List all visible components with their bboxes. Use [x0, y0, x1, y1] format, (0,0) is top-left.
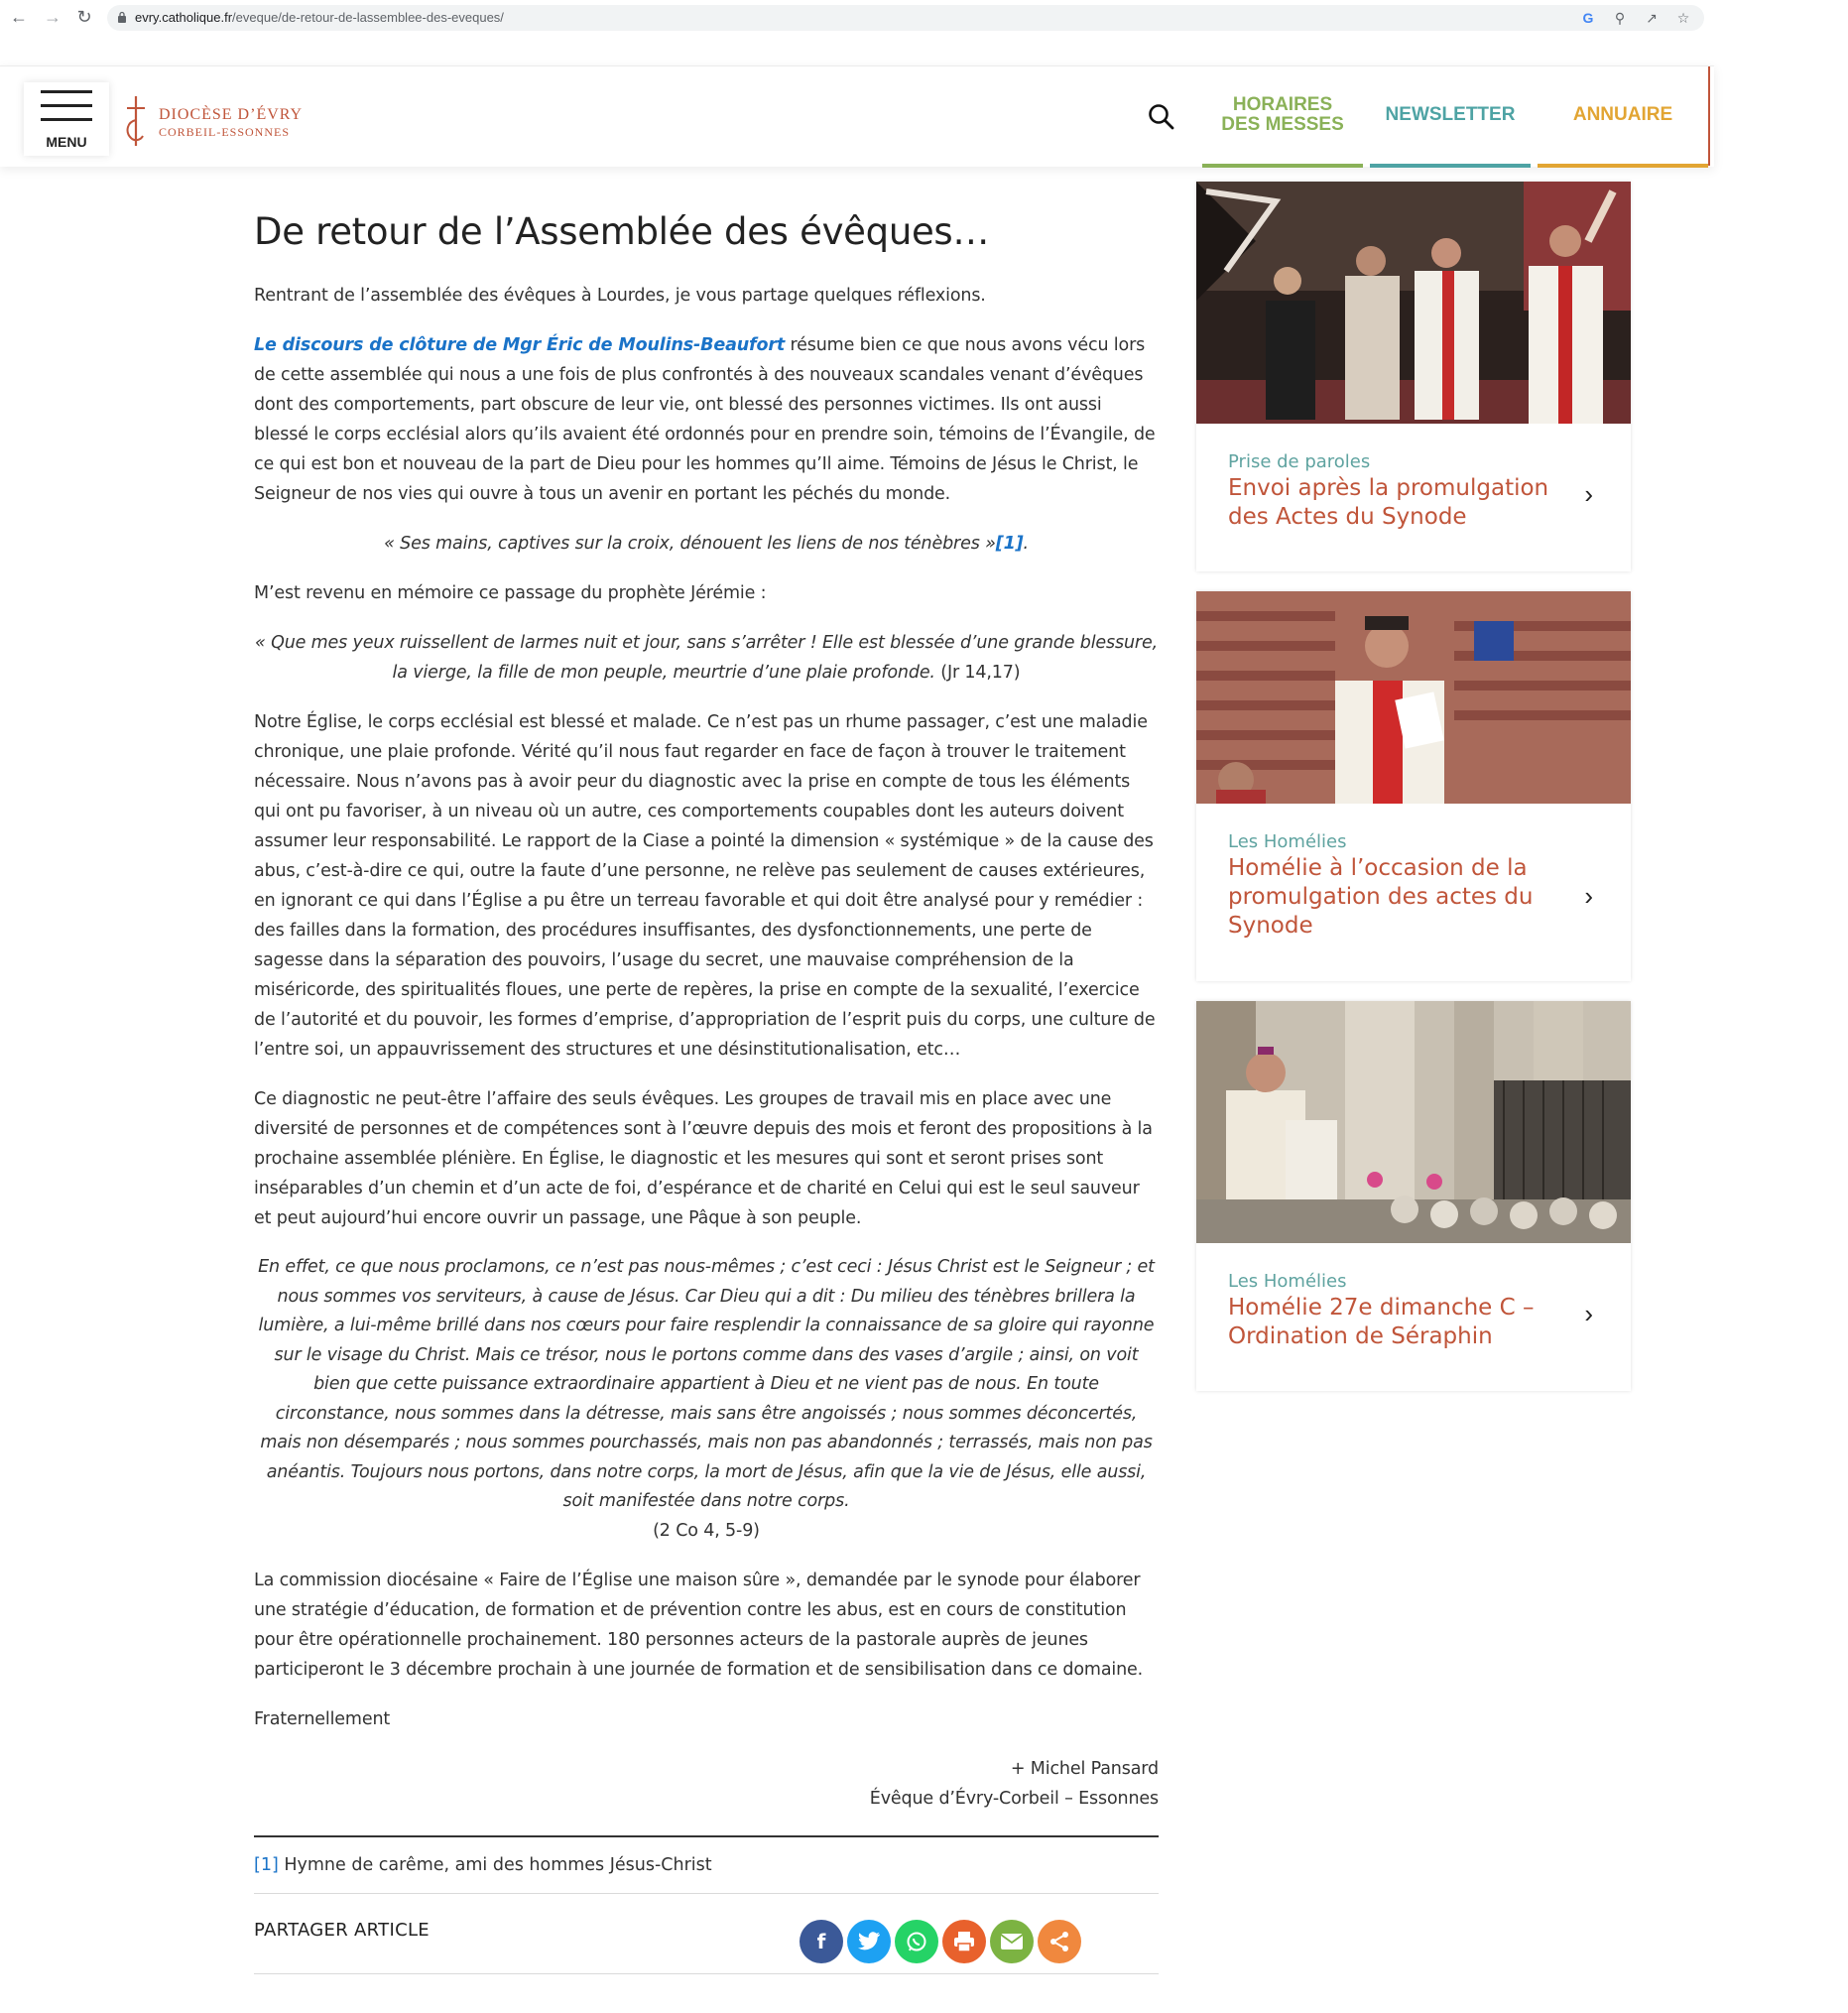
- chevron-right-icon: ›: [1584, 1299, 1593, 1328]
- hamburger-icon-bar: [41, 104, 92, 107]
- card-title: Homélie 27e dimanche C – Ordination de Séraphin: [1228, 1295, 1535, 1349]
- share-icon[interactable]: [1038, 1920, 1081, 1963]
- article-paragraph: M’est revenu en mémoire ce passage du prophète Jérémie :: [254, 583, 767, 603]
- card-image: [1196, 591, 1631, 804]
- quote-end: .: [1023, 534, 1029, 554]
- header-divider: [1708, 66, 1710, 166]
- envelope-glyph-icon: [1000, 1933, 1024, 1950]
- quote-reference: (Jr 14,17): [934, 663, 1021, 683]
- quote-text: En effet, ce que nous proclamons, ce n’est pas nous-mêmes ; c’est ceci : Jésus Christ est le Seigneur ; et nous sommes vos serviteurs, à cause de Jésus. Car Dieu qui a dit : Du milieu des ténèbres brillera la lumière, a lui-même brillé dans nos cœurs pour faire resplendir la connaissance de sa gloire qui rayonne sur le visage du Christ. Mais ce trésor, nous le portons comme dans des vases d’argile ; ainsi, on voit bien que cette puissance extraordinaire appartient à Dieu et ne vient pas de nous. En toute circonstance, nous sommes dans la détresse, mais sans être angoissés ; nous sommes déconcertés, mais non désemparés ; nous sommes pourchassés, mais non pas abandonnés ; terrassés, mais non pas anéantis. Toujours nous portons, dans notre corps, la mort de Jésus, afin que la vie de Jésus, elle aussi, soit manifestée dans notre corps.: [258, 1257, 1155, 1511]
- tab-horaires-line1: HORAIRES: [1232, 94, 1333, 115]
- card-photo-synode: [1196, 182, 1631, 424]
- email-icon[interactable]: [990, 1920, 1034, 1963]
- bookmark-star-icon[interactable]: ☆: [1676, 10, 1690, 26]
- quote-jeremie: [254, 628, 1159, 688]
- quote-corinthiens: [254, 1253, 1159, 1546]
- reload-icon[interactable]: ↻: [76, 7, 92, 27]
- article-paragraph: Ce diagnostic ne peut-être l’affaire des seuls évêques. Les groupes de travail mis en place avec une diversité de personnes et de compétences sont à l’œuvre depuis des mois et feront des propositions à la prochaine assemblée plénière. En Église, le diagnostic et les mesures qui sont et seront prises sont inséparables d’un chemin et d’un acte de foi, d’espérance et de charité en Celui qui est le seul sauveur et peut aujourd’hui encore ouvrir un passage, une Pâque à son peuple.: [254, 1089, 1153, 1228]
- footnote-number: [1]: [254, 1855, 279, 1875]
- chevron-right-icon: ›: [1584, 881, 1593, 911]
- lock-icon: [117, 11, 127, 23]
- card-photo-ordination: [1196, 1001, 1631, 1243]
- whatsapp-icon[interactable]: [895, 1920, 938, 1963]
- share-page-icon[interactable]: ↗: [1646, 10, 1658, 26]
- print-icon[interactable]: [942, 1920, 986, 1963]
- diocese-logo[interactable]: [119, 92, 304, 148]
- google-icon[interactable]: G: [1582, 10, 1594, 26]
- signature-title: Évêque d’Évry-Corbeil – Essonnes: [869, 1789, 1159, 1809]
- whatsapp-glyph-icon: [905, 1930, 928, 1953]
- share-glyph-icon: [1048, 1931, 1070, 1952]
- url-text: [135, 10, 504, 25]
- url-path: /eveque/de-retour-de-lassemblee-des-eveques/: [232, 10, 504, 25]
- card-title: Envoi après la promulgation des Actes du Synode: [1228, 475, 1549, 530]
- card-category: Les Homélies: [1228, 831, 1347, 852]
- hamburger-icon: [41, 90, 92, 93]
- article-paragraph: La commission diocésaine « Faire de l’Église une maison sûre », demandée par le synode pour élaborer une stratégie d’éducation, de formation et de prévention contre les abus, est en cours de constitution pour être opérationnelle prochainement. 180 personnes acteurs de la pastorale auprès de jeunes participeront le 3 décembre prochain à une journée de formation et de sensibilisation dans ce domaine.: [254, 1571, 1144, 1680]
- twitter-icon[interactable]: [847, 1920, 891, 1963]
- sidebar-card[interactable]: [1196, 182, 1631, 571]
- search-button[interactable]: [1147, 102, 1176, 132]
- twitter-bird-icon: [857, 1932, 881, 1951]
- logo-title: DIOCÈSE D’ÉVRY: [159, 106, 304, 123]
- share-section: [254, 1894, 1159, 1973]
- cross-logo-icon: [119, 92, 153, 148]
- divider: [254, 1835, 1159, 1837]
- logo-subtitle: CORBEIL-ESSONNES: [159, 125, 291, 139]
- closing-text: Fraternellement: [254, 1709, 391, 1729]
- article: [254, 198, 1159, 1974]
- article-paragraph: [254, 330, 1159, 509]
- quote-reference: (2 Co 4, 5-9): [653, 1520, 760, 1541]
- quote-hymne: [254, 529, 1159, 559]
- forward-arrow-icon[interactable]: →: [44, 7, 62, 27]
- printer-glyph-icon: [952, 1931, 976, 1952]
- chevron-right-icon: ›: [1584, 479, 1593, 509]
- quote-text: « Que mes yeux ruissellent de larmes nuit et jour, sans s’arrêter ! Elle est blessée d’une grande blessure, la vierge, la fille de mon peuple, meurtrie d’une plaie profonde.: [255, 633, 1158, 683]
- search-icon: [1147, 102, 1176, 132]
- menu-button[interactable]: [24, 82, 109, 156]
- article-intro: Rentrant de l’assemblée des évêques à Lourdes, je vous partage quelques réflexions.: [254, 286, 986, 306]
- signature-name: + Michel Pansard: [1010, 1759, 1159, 1779]
- sidebar-card[interactable]: [1196, 591, 1631, 981]
- tab-horaires-des-messes[interactable]: [1202, 66, 1363, 168]
- tab-horaires-line2: DES MESSES: [1221, 114, 1344, 135]
- article-paragraph: Notre Église, le corps ecclésial est blessé et malade. Ce n’est pas un rhume passager, c’est une maladie chronique, une plaie profonde. Vérité qu’il nous faut regarder en face de façon à trouver le traitement nécessaire. Nous n’avons pas à avoir peur du diagnostic avec la prise en compte de tous les éléments qui ont pu favoriser, à un niveau où un autre, ces comportements coupables dont les auteurs doivent assumer leur responsabilité. Le rapport de la Ciase a pointé la dimension « systémique » de la cause des abus, c’est-à-dire ce qui, outre la faute d’une personne, ne relève pas seulement de causes extérieures, en ignorant ce qui dans l’Église a pu être un terreau favorable et qui doit être analysé pour y remédier : des failles dans la formation, des procédures insuffisantes, des dysfonctionnements, une perte de sagesse dans la séparation des pouvoirs, l’usage du secret, une mauvaise compréhension de la miséricorde, des spiritualités floues, une perte de repères, la prise en compte de la sexualité, l’exercice de l’autorité et du pouvoir, les formes d’emprise, d’appropriation de l’esprit puis du corps, une culture de l’entre soi, un appauvrissement des structures et une désinstitutionalisation, etc…: [254, 712, 1156, 1060]
- url-domain: evry.catholique.fr: [135, 10, 233, 25]
- menu-label: MENU: [46, 134, 87, 150]
- card-category: Les Homélies: [1228, 1271, 1347, 1292]
- back-arrow-icon[interactable]: ←: [10, 7, 28, 27]
- zoom-icon[interactable]: ⚲: [1614, 10, 1626, 26]
- paragraph-text: résume bien ce que nous avons vécu lors de cette assemblée qui nous a une fois de plus confrontés à des nouveaux scandales venant d’évêques dont des comportements, part obscure de leur vie, ont blessé des personnes victimes. Ils ont aussi blessé le corps ecclésial alors qu’ils avaient été ordonnés pour en prendre soin, témoins de l’Évangile, de ce qui est bon et nouveau de la part de Dieu pour les hommes qu’Il aime. Témoins de Jésus le Christ, le Seigneur de nos vies qui ouvre à tous un avenir en portant les péchés du monde.: [254, 335, 1156, 504]
- page-title: De retour de l’Assemblée des évêques…: [254, 210, 990, 253]
- tab-annuaire[interactable]: [1538, 66, 1708, 168]
- card-image: [1196, 182, 1631, 424]
- facebook-icon[interactable]: f: [800, 1920, 843, 1963]
- tab-newsletter[interactable]: [1370, 66, 1531, 168]
- footnote: [254, 1855, 1159, 1875]
- sidebar-card[interactable]: [1196, 1001, 1631, 1391]
- footnote-text: Hymne de carême, ami des hommes Jésus-Christ: [278, 1855, 712, 1875]
- quote-text: « Ses mains, captives sur la croix, dénouent les liens de nos ténèbres »: [384, 534, 996, 554]
- tab-annuaire-label: ANNUAIRE: [1572, 104, 1673, 125]
- footnote-link[interactable]: [1]: [995, 534, 1024, 554]
- card-category: Prise de paroles: [1228, 451, 1371, 472]
- address-bar[interactable]: [107, 5, 1704, 31]
- card-photo-homelie: [1196, 591, 1631, 804]
- card-image: [1196, 1001, 1631, 1243]
- divider: [254, 1973, 1159, 1974]
- tab-newsletter-label: NEWSLETTER: [1385, 104, 1516, 125]
- hamburger-icon-bar: [41, 118, 92, 121]
- discours-cloture-link[interactable]: Le discours de clôture de Mgr Éric de Moulins-Beaufort: [254, 335, 786, 355]
- site-header: [0, 65, 1714, 167]
- card-title: Homélie à l’occasion de la promulgation des actes du Synode: [1228, 855, 1534, 939]
- signature: [254, 1754, 1159, 1814]
- browser-toolbar: [0, 0, 1848, 35]
- share-label: PARTAGER ARTICLE: [254, 1920, 430, 1941]
